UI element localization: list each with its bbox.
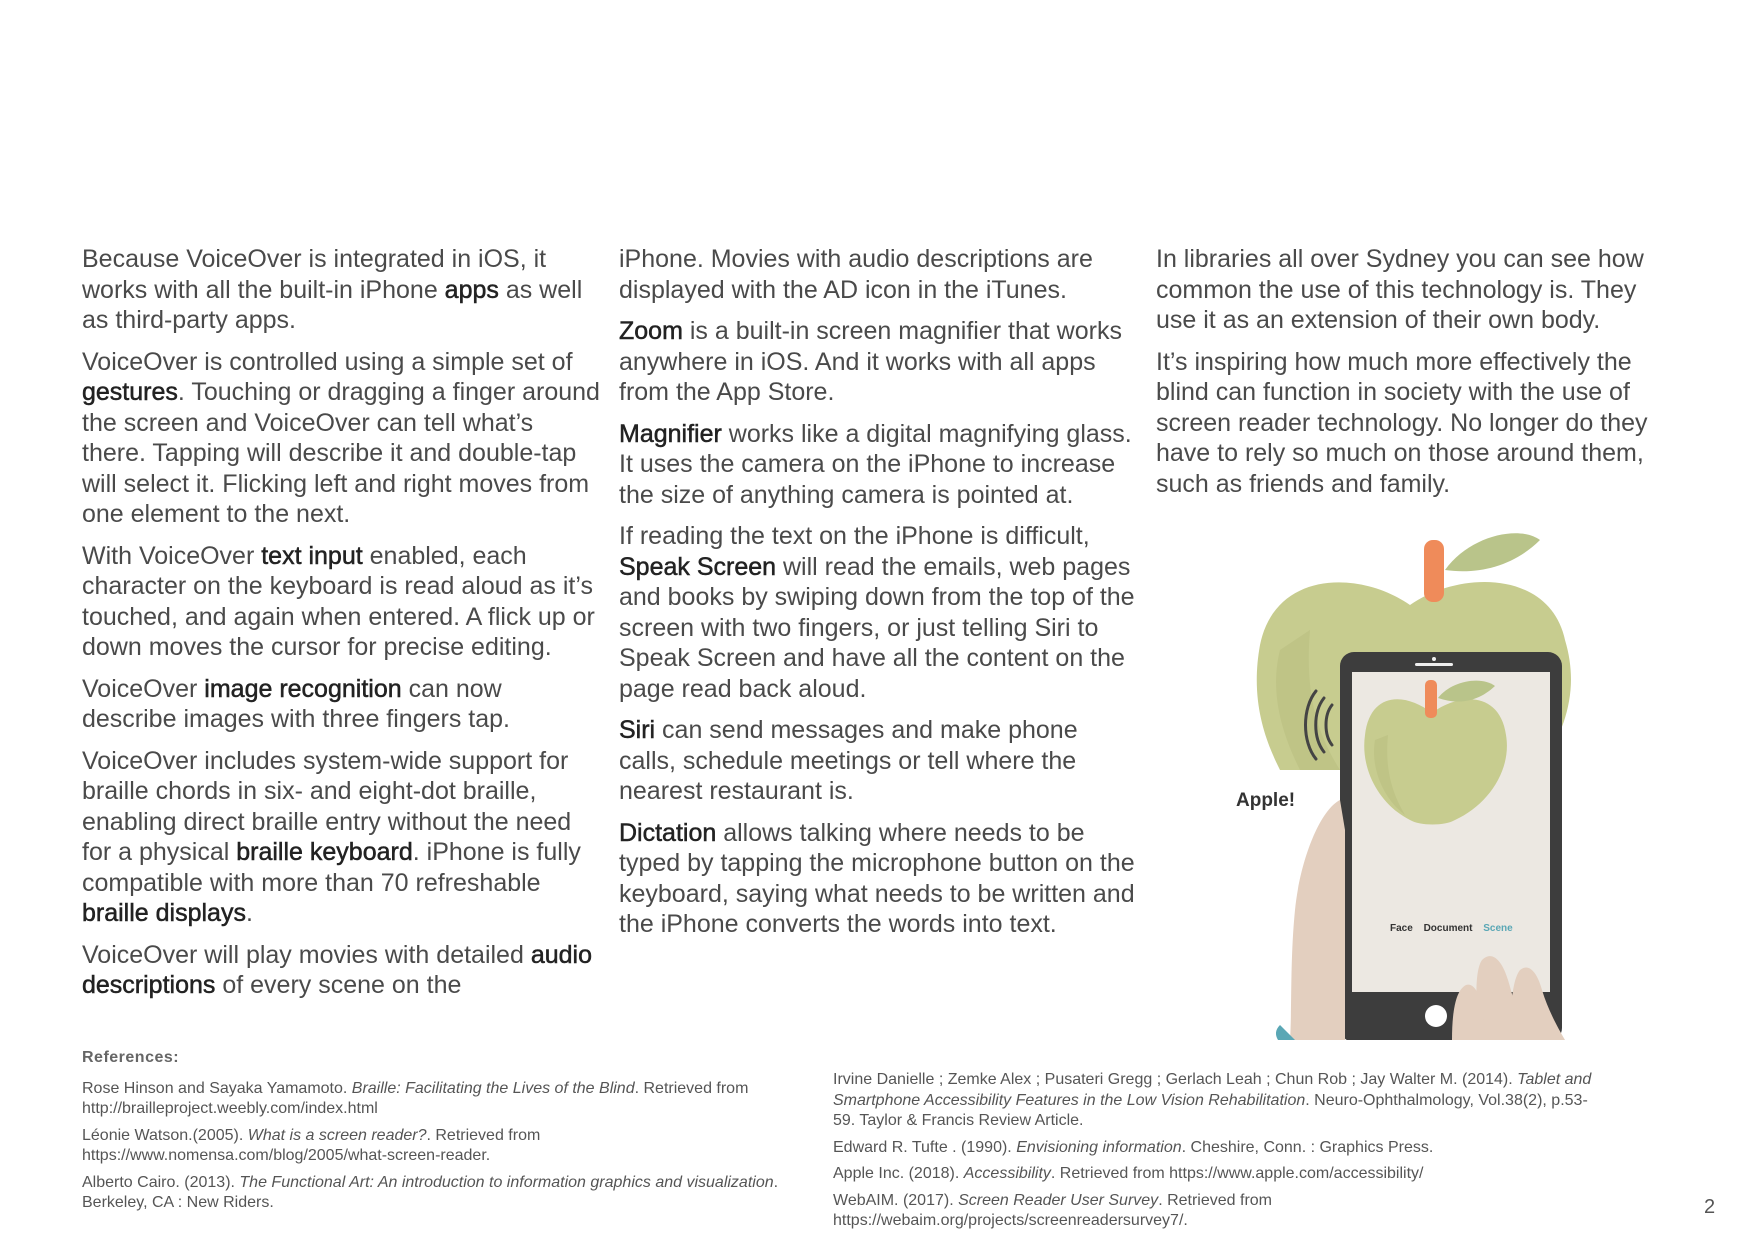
paragraph: VoiceOver will play movies with detailed audio descriptions of every scene on the	[82, 940, 592, 999]
reference-item: Edward R. Tufte . (1990). Envisioning information. Cheshire, Conn. : Graphics Press.	[833, 1138, 1434, 1156]
paragraph: VoiceOver image recognition can now describe images with three fingers tap.	[82, 674, 510, 733]
keyword-audio-descriptions: audio descriptions	[82, 940, 592, 999]
keyword-text-input: text input	[261, 541, 363, 570]
reference-item: Alberto Cairo. (2013). The Functional Art: An introduction to information graphics and visualization. Berkeley, CA : New Riders.	[82, 1173, 779, 1211]
paragraph: With VoiceOver text input enabled, each character on the keyboard is read aloud as it’s touched, and again when entered. A flick up or down moves the cursor for precise editing.	[82, 541, 595, 661]
references-left	[82, 1048, 822, 1220]
keyword-gestures: gestures	[82, 378, 178, 406]
reference-item: Apple Inc. (2018). Accessibility. Retrieved from https://www.apple.com/accessibility/	[833, 1165, 1424, 1182]
paragraph: VoiceOver includes system-wide support for braille chords in six- and eight-dot braille, enabling direct braille entry without the need for a physical braille keyboard. iPhone is fully compatible with more than 70 refreshable braille displays.	[82, 746, 581, 927]
keyword-braille-keyboard: braille keyboard	[236, 838, 413, 866]
keyword-speak-screen: Speak Screen	[619, 552, 777, 581]
mode-face: Face	[1390, 923, 1413, 934]
apple-leaf	[1445, 533, 1540, 571]
apple-stem	[1424, 540, 1444, 602]
text-column-3	[1156, 244, 1676, 510]
keyword-apps: apps	[444, 275, 499, 304]
mode-scene: Scene	[1483, 923, 1513, 934]
references-right	[833, 1070, 1593, 1238]
paragraph: Siri can send messages and make phone calls, schedule meetings or tell where the nearest restaurant is.	[619, 716, 1078, 805]
paragraph: iPhone. Movies with audio descriptions are displayed with the AD icon in the iTunes.	[619, 245, 1093, 304]
recognition-mode-labels	[1390, 923, 1521, 934]
keyword-siri: Siri	[619, 716, 656, 744]
mode-document: Document	[1423, 923, 1473, 934]
keyword-zoom: Zoom	[619, 317, 683, 345]
paragraph: Dictation allows talking where needs to be typed by tapping the microphone button on the keyboard, saying what needs to be written and the iPhone converts the words into text.	[619, 818, 1135, 938]
keyword-dictation: Dictation	[619, 818, 717, 847]
references-title: References:	[82, 1049, 180, 1066]
home-button-icon	[1425, 1005, 1447, 1027]
paragraph: In libraries all over Sydney you can see how common the use of this technology is. They use it as an extension of their own body.	[1156, 245, 1644, 334]
text-column-1	[82, 244, 602, 1012]
paragraph: VoiceOver is controlled using a simple set of gestures. Touching or dragging a finger around the screen and VoiceOver can tell what’s there. Tapping will describe it and double-tap will select it. Flicking left and right moves from one element to the next.	[82, 347, 600, 528]
paragraph: Because VoiceOver is integrated in iOS, it works with all the built-in iPhone apps as well as third-party apps.	[82, 245, 583, 334]
speech-label: Apple!	[1236, 790, 1296, 811]
hand-shape	[1290, 800, 1345, 1040]
reference-item: Rose Hinson and Sayaka Yamamoto. Braille: Facilitating the Lives of the Blind. Retrieved from http://brailleproject.weebly.com/index.html	[82, 1079, 749, 1117]
text-column-2	[619, 244, 1139, 951]
iphone-apple-illustration	[1220, 530, 1600, 1040]
paragraph: Zoom is a built-in screen magnifier that works anywhere in iOS. And it works with all apps from the App Store.	[619, 317, 1122, 406]
reference-item: Léonie Watson.(2005). What is a screen reader?. Retrieved from https://www.nomensa.com/blog/2005/what-screen-reader.	[82, 1126, 541, 1164]
paragraph: If reading the text on the iPhone is difficult, Speak Screen will read the emails, web pages and books by swiping down from the top of the screen with two fingers, or just telling Siri to Speak Screen and have all the content on the page read back aloud.	[619, 522, 1135, 703]
reference-item: WebAIM. (2017). Screen Reader User Survey. Retrieved from https://webaim.org/projects/screenreadersurvey7/.	[833, 1191, 1272, 1229]
keyword-image-recognition: image recognition	[204, 674, 402, 703]
reference-item: Irvine Danielle ; Zemke Alex ; Pusateri Gregg ; Gerlach Leah ; Chun Rob ; Jay Walter M. (2014). Tablet and Smartphone Accessibility Features in the Low Vision Rehabilitation. Neuro-Ophthalmology, Vol.38(2), p.53-59. Taylor & Francis Review Article.	[833, 1071, 1592, 1129]
paragraph: It’s inspiring how much more effectively the blind can function in society with the use of screen reader technology. No longer do they have to rely so much on those around them, such as friends and family.	[1156, 347, 1648, 498]
phone-camera	[1432, 657, 1436, 661]
paragraph: Magnifier works like a digital magnifying glass. It uses the camera on the iPhone to increase the size of anything camera is pointed at.	[619, 419, 1132, 509]
keyword-braille-displays: braille displays	[82, 899, 246, 927]
page-number: 2	[1704, 1196, 1716, 1218]
keyword-magnifier: Magnifier	[619, 419, 722, 448]
